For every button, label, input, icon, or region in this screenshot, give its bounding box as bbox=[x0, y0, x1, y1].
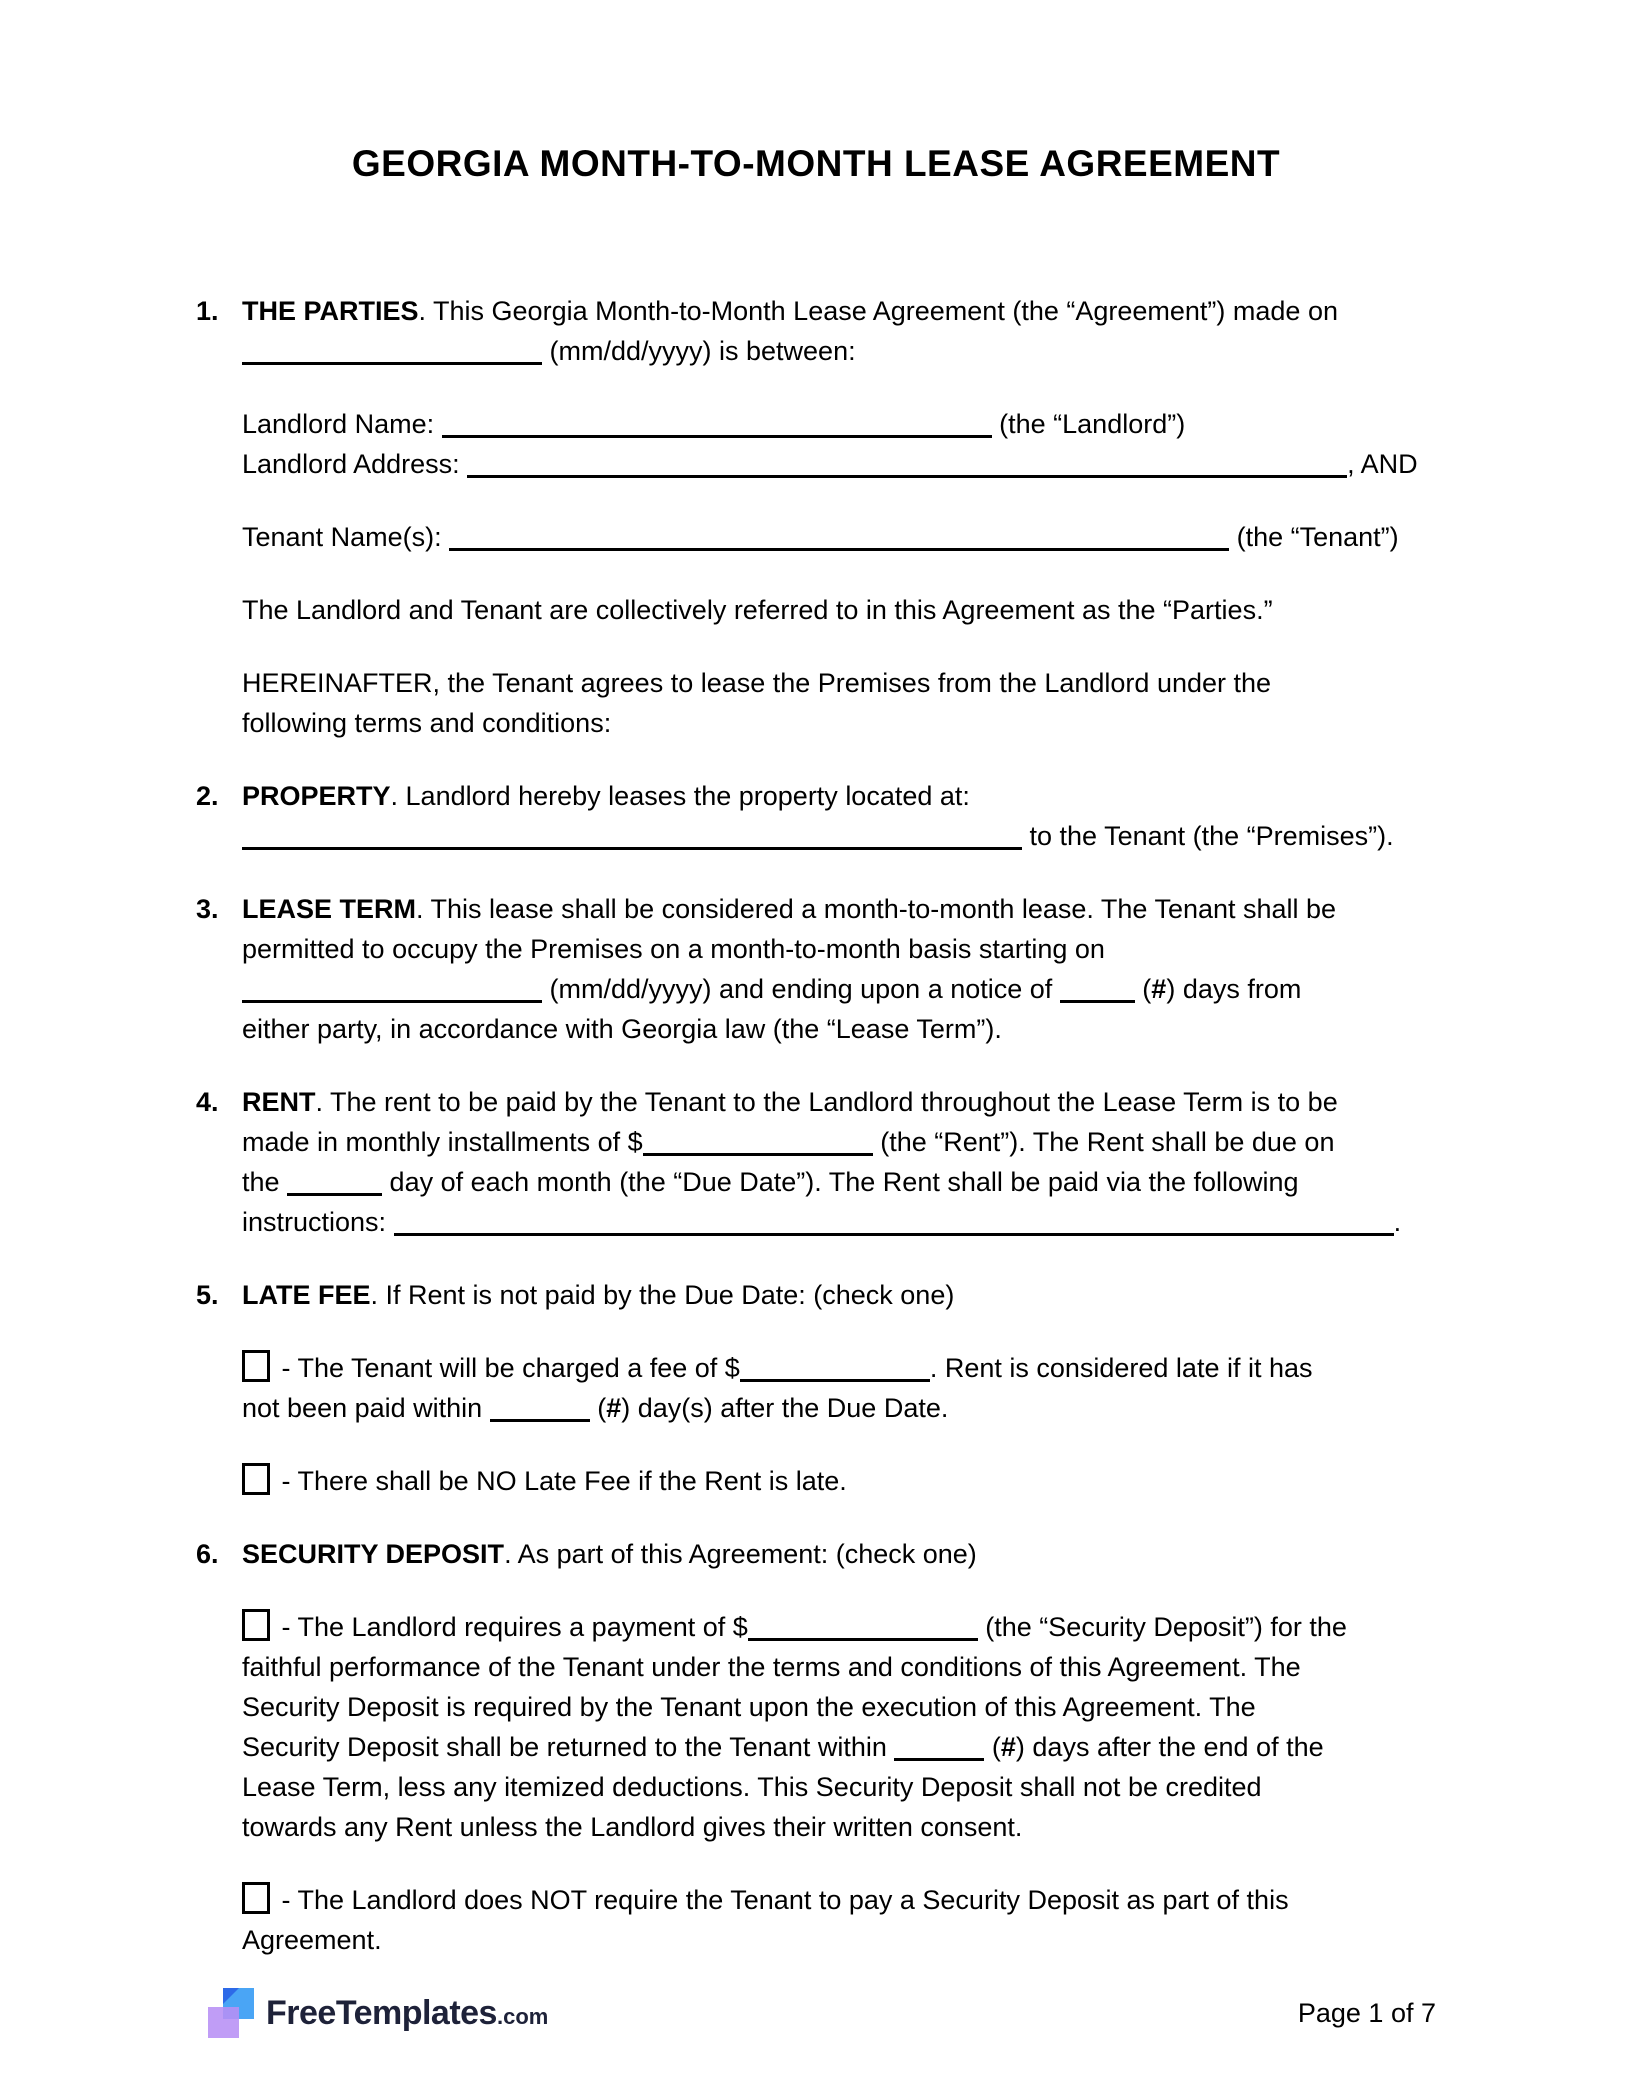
text-run: the bbox=[242, 1167, 288, 1197]
bold-text: LEASE TERM bbox=[242, 894, 417, 924]
blank-field[interactable] bbox=[242, 976, 542, 1003]
text-run: either party, in accordance with Georgia law (the “Lease Term”). bbox=[242, 1014, 1002, 1044]
text-run: - The Tenant will be charged a fee of $ bbox=[274, 1353, 740, 1383]
section-number: 6. bbox=[196, 1539, 219, 1569]
blank-field[interactable] bbox=[740, 1355, 930, 1382]
section-number: 2. bbox=[196, 781, 219, 811]
bold-text: # bbox=[1000, 1732, 1016, 1762]
checkbox[interactable] bbox=[242, 1882, 270, 1914]
text-run: . This Georgia Month-to-Month Lease Agreement (the “Agreement”) made on bbox=[418, 296, 1338, 326]
text-run: (mm/dd/yyyy) is between: bbox=[542, 336, 856, 366]
checkbox[interactable] bbox=[242, 1463, 270, 1495]
text-run: , AND bbox=[1347, 449, 1418, 479]
section-number: 3. bbox=[196, 894, 219, 924]
blank-field[interactable] bbox=[449, 524, 1229, 551]
freetemplates-logo bbox=[208, 1988, 548, 2038]
page-title: GEORGIA MONTH-TO-MONTH LEASE AGREEMENT bbox=[351, 143, 1281, 184]
text-run: ) days from bbox=[1166, 974, 1302, 1004]
bold-text: SECURITY DEPOSIT bbox=[242, 1539, 505, 1569]
section-2-property bbox=[196, 776, 1437, 856]
blank-field[interactable] bbox=[394, 1209, 1394, 1236]
late-fee-option-none bbox=[242, 1461, 1437, 1501]
bold-text: THE PARTIES bbox=[242, 296, 419, 326]
security-deposit-option-required bbox=[242, 1607, 1437, 1847]
bold-text: # bbox=[606, 1393, 622, 1423]
text-run: Security Deposit is required by the Tenant upon the execution of this Agreement. The bbox=[242, 1692, 1256, 1722]
text-run: Landlord Name: bbox=[242, 409, 442, 439]
text-run: towards any Rent unless the Landlord gives their written consent. bbox=[242, 1812, 1023, 1842]
blank-field[interactable] bbox=[643, 1129, 873, 1156]
blank-field[interactable] bbox=[1060, 976, 1135, 1003]
landlord-block bbox=[242, 404, 1437, 484]
section-3-lease-term bbox=[196, 889, 1437, 1049]
security-deposit-option-none bbox=[242, 1880, 1437, 1960]
text-run: made in monthly installments of $ bbox=[242, 1127, 643, 1157]
bold-text: RENT bbox=[242, 1087, 316, 1117]
blank-field[interactable] bbox=[748, 1614, 978, 1641]
text-run: (the “Landlord”) bbox=[991, 409, 1186, 439]
text-run: ( bbox=[589, 1393, 607, 1423]
text-run: . Rent is considered late if it has bbox=[929, 1353, 1313, 1383]
text-run: to the Tenant (the “Premises”). bbox=[1022, 821, 1394, 851]
text-run: (the “Rent”). The Rent shall be due on bbox=[872, 1127, 1335, 1157]
page-number: Page 1 of 7 bbox=[1297, 1997, 1436, 2028]
text-run: ) day(s) after the Due Date. bbox=[621, 1393, 949, 1423]
parties-clause bbox=[242, 590, 1437, 630]
text-run: Lease Term, less any itemized deductions. This Security Deposit shall not be credited bbox=[242, 1772, 1262, 1802]
text-run: (the “Security Deposit”) for the bbox=[977, 1612, 1347, 1642]
text-run: instructions: bbox=[242, 1207, 394, 1237]
section-number: 1. bbox=[196, 296, 219, 326]
blank-field[interactable] bbox=[287, 1169, 382, 1196]
text-run: not been paid within bbox=[242, 1393, 490, 1423]
brand-wordmark bbox=[266, 1994, 548, 2033]
text-run: (mm/dd/yyyy) and ending upon a notice of bbox=[542, 974, 1060, 1004]
text-run: day of each month (the “Due Date”). The Rent shall be paid via the following bbox=[382, 1167, 1299, 1197]
section-number: 4. bbox=[196, 1087, 219, 1117]
blank-field[interactable] bbox=[467, 451, 1347, 478]
text-run: permitted to occupy the Premises on a month-to-month basis starting on bbox=[242, 934, 1105, 964]
bold-text: # bbox=[1151, 974, 1167, 1004]
text-run: . This lease shall be considered a month-to-month lease. The Tenant shall be bbox=[416, 894, 1337, 924]
text-run: - There shall be NO Late Fee if the Rent is late. bbox=[274, 1466, 847, 1496]
text-run: . As part of this Agreement: (check one) bbox=[504, 1539, 977, 1569]
checkbox[interactable] bbox=[242, 1350, 270, 1382]
blank-field[interactable] bbox=[442, 411, 992, 438]
logo-purple-square bbox=[208, 2007, 239, 2038]
text-run: The Landlord and Tenant are collectively referred to in this Agreement as the “Parties.” bbox=[242, 595, 1273, 625]
blank-field[interactable] bbox=[242, 823, 1022, 850]
checkbox[interactable] bbox=[242, 1609, 270, 1641]
text-run: ( bbox=[1134, 974, 1152, 1004]
blank-field[interactable] bbox=[894, 1734, 984, 1761]
text-run: - The Landlord does NOT require the Tenant to pay a Security Deposit as part of this bbox=[274, 1885, 1289, 1915]
text-run: . bbox=[1393, 1207, 1402, 1237]
blank-field[interactable] bbox=[242, 338, 542, 365]
text-run: ( bbox=[984, 1732, 1001, 1762]
text-run: HEREINAFTER, the Tenant agrees to lease the Premises from the Landlord under the bbox=[242, 668, 1272, 698]
text-run: faithful performance of the Tenant under the terms and conditions of this Agreement. The bbox=[242, 1652, 1301, 1682]
footer bbox=[208, 1988, 1436, 2038]
section-6-security-deposit bbox=[196, 1534, 1437, 1574]
text-run: (the “Tenant”) bbox=[1229, 522, 1399, 552]
bold-text: PROPERTY bbox=[242, 781, 391, 811]
text-run: . Landlord hereby leases the property located at: bbox=[390, 781, 970, 811]
bold-text: LATE FEE bbox=[242, 1280, 371, 1310]
section-4-rent bbox=[196, 1082, 1437, 1242]
text-run: Tenant Name(s): bbox=[242, 522, 450, 552]
text-run: . The rent to be paid by the Tenant to the Landlord throughout the Lease Term is to be bbox=[315, 1087, 1338, 1117]
brand-suffix: .com bbox=[496, 2003, 549, 2029]
tenant-block bbox=[242, 517, 1437, 557]
section-5-late-fee bbox=[196, 1275, 1437, 1315]
text-run: . If Rent is not paid by the Due Date: (check one) bbox=[370, 1280, 955, 1310]
text-run: following terms and conditions: bbox=[242, 708, 612, 738]
text-run: - The Landlord requires a payment of $ bbox=[274, 1612, 748, 1642]
brand-name: FreeTemplates bbox=[266, 1993, 497, 2032]
late-fee-option-charged bbox=[242, 1348, 1437, 1428]
text-run: ) days after the end of the bbox=[1015, 1732, 1324, 1762]
hereinafter-clause bbox=[242, 663, 1437, 743]
blank-field[interactable] bbox=[490, 1395, 590, 1422]
section-number: 5. bbox=[196, 1280, 219, 1310]
text-run: Agreement. bbox=[242, 1925, 382, 1955]
freetemplates-logo-icon bbox=[208, 1988, 254, 2038]
text-run: Security Deposit shall be returned to the Tenant within bbox=[242, 1732, 895, 1762]
text-run: Landlord Address: bbox=[242, 449, 468, 479]
document-body bbox=[196, 291, 1437, 1960]
section-1-the-parties bbox=[196, 291, 1437, 371]
